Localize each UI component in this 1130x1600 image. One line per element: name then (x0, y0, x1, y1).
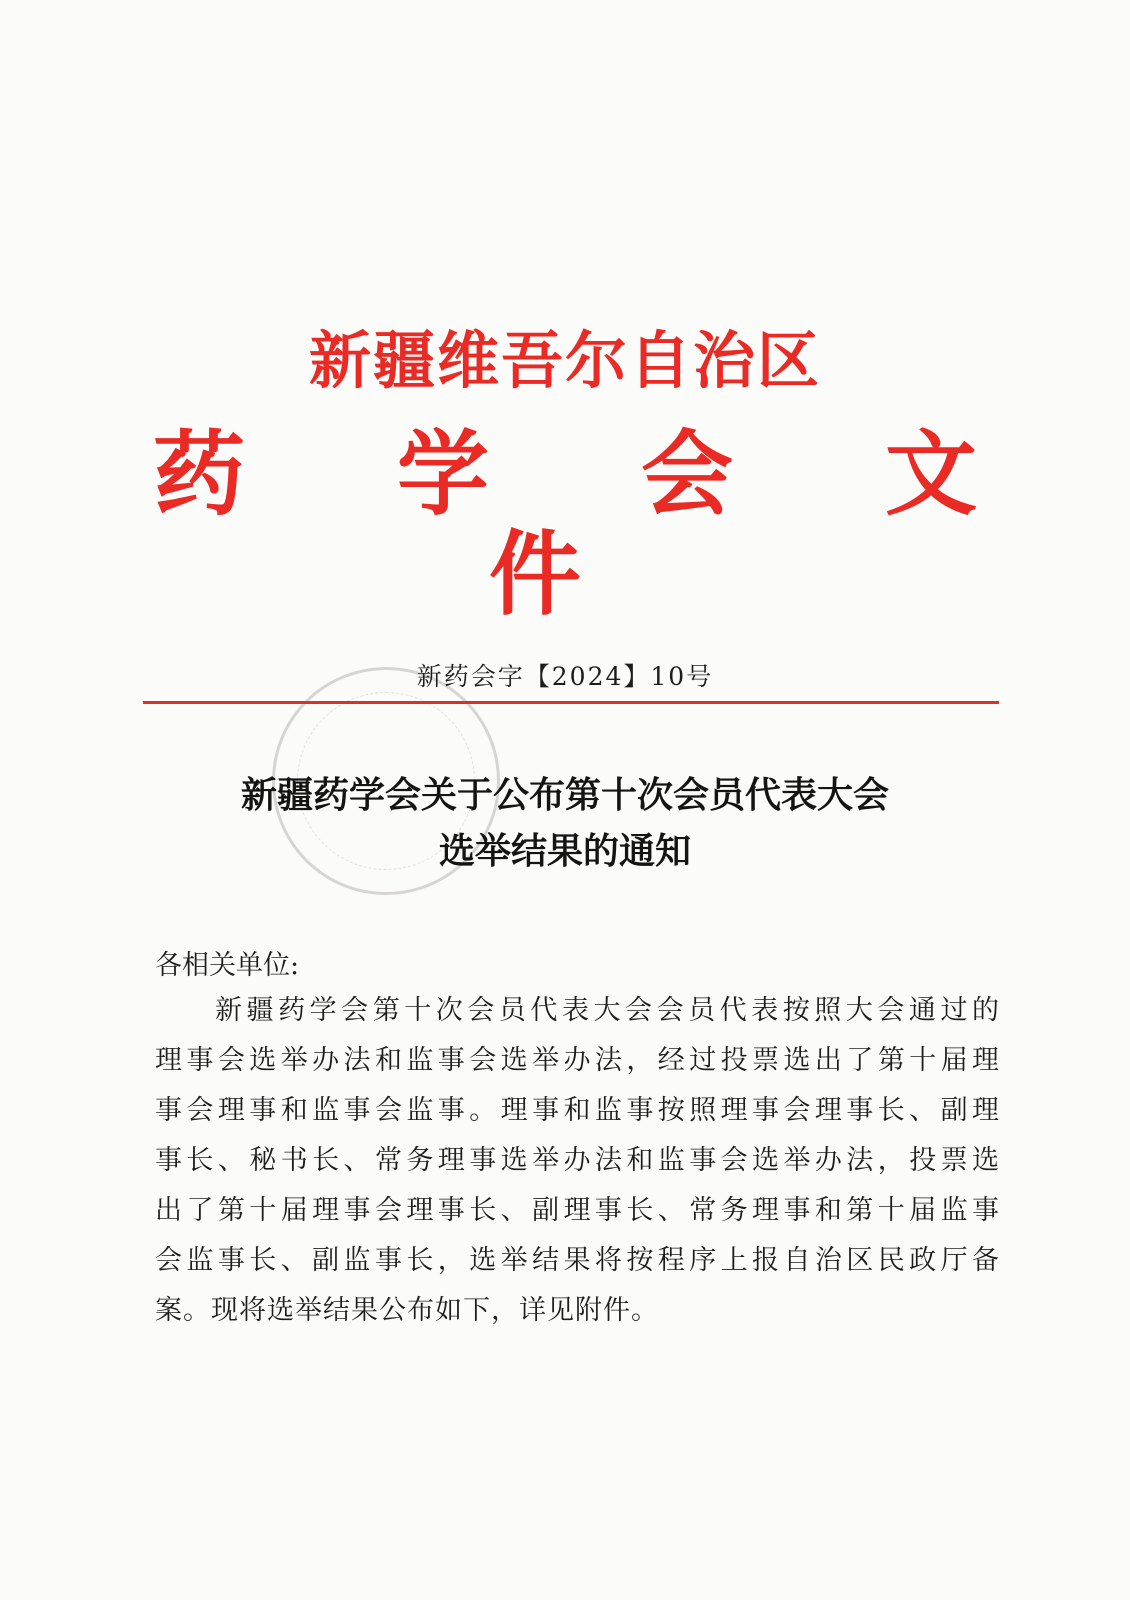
body-paragraph-line: 事长、秘书长、常务理事选举办法和监事会选举办法，投票选 (155, 1145, 1000, 1176)
salutation: 各相关单位: (155, 950, 300, 981)
issuer-header: 新疆维吾尔自治区 (308, 324, 821, 397)
body-paragraph-line: 出了第十届理事会理事长、副理事长、常务理事和第十届监事 (155, 1195, 1000, 1226)
body-paragraph-line: 案。现将选举结果公布如下，详见附件。 (155, 1295, 659, 1326)
body-paragraph-line: 新疆药学会第十次会员代表大会会员代表按照大会通过的 (215, 995, 1000, 1026)
document-type-header: 药 学 会 文 件 (152, 420, 1038, 628)
body-paragraph-line: 事会理事和监事会监事。理事和监事按照理事会理事长、副理 (155, 1095, 1000, 1126)
body-paragraph-line: 会监事长、副监事长，选举结果将按程序上报自治区民政厅备 (155, 1245, 1000, 1276)
notice-title-line-1: 新疆药学会关于公布第十次会员代表大会 (240, 774, 889, 816)
document-number: 新药会字【2024】10号 (416, 662, 714, 691)
body-paragraph-line: 理事会选举办法和监事会选举办法，经过投票选出了第十届理 (155, 1045, 1000, 1076)
red-divider-line (143, 701, 999, 704)
notice-title-line-2: 选举结果的通知 (438, 830, 691, 872)
